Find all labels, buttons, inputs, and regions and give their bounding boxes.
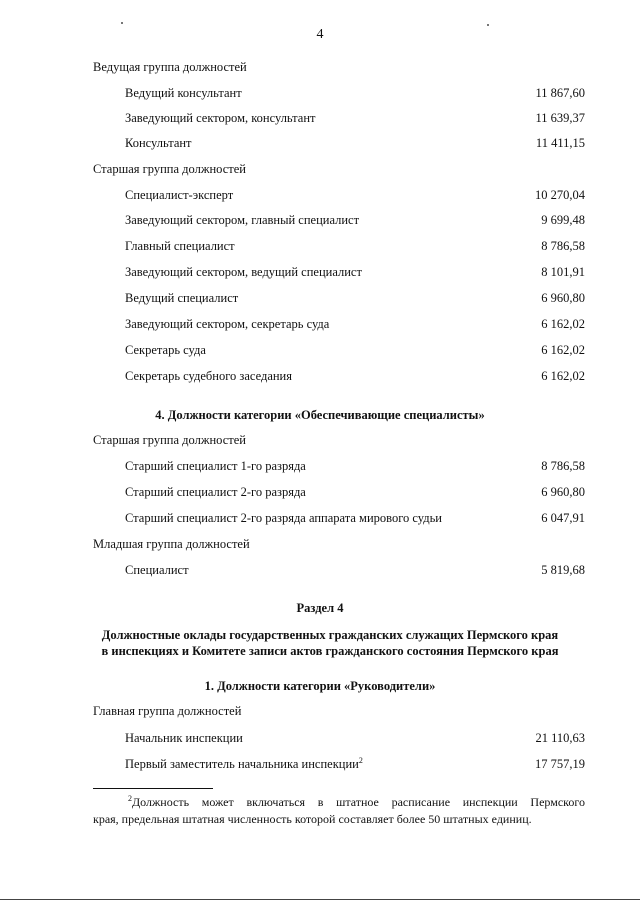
table-row <box>125 111 585 127</box>
group-title-junior: Младшая группа должностей <box>93 537 250 551</box>
salary-value: 6 162,02 <box>541 343 585 357</box>
position-label: Заведующий сектором, ведущий специалист <box>125 265 362 279</box>
table-row <box>125 213 585 229</box>
group-title-senior: Старшая группа должностей <box>93 162 246 176</box>
position-label: Специалист-эксперт <box>125 188 234 202</box>
scan-artifact-dot <box>121 22 123 24</box>
table-row <box>125 485 585 501</box>
position-label: Заведующий сектором, главный специалист <box>125 213 360 227</box>
table-row <box>125 317 585 333</box>
position-label: Заведующий сектором, консультант <box>125 111 316 125</box>
position-label: Начальник инспекции <box>125 731 243 745</box>
table-row <box>125 291 585 307</box>
section-heading: 1. Должности категории «Руководители» <box>204 679 436 693</box>
razdel-title <box>80 627 580 659</box>
position-label: Заведующий сектором, секретарь суда <box>125 317 330 331</box>
footnote-text-2: края, предельная штатная численность которой составляет более 50 штатных единиц. <box>93 812 532 826</box>
table-row <box>125 188 585 204</box>
group-title-main: Главная группа должностей <box>93 704 242 718</box>
footnote <box>93 794 585 828</box>
salary-value: 21 110,63 <box>535 731 585 745</box>
table-row <box>125 731 585 747</box>
page-number: 4 <box>316 27 324 42</box>
salary-value: 6 047,91 <box>541 511 585 525</box>
footnote-line-1 <box>93 794 585 811</box>
salary-value: 11 867,60 <box>535 86 585 100</box>
salary-value: 17 757,19 <box>535 757 585 771</box>
footnote-separator <box>93 788 213 789</box>
position-label: Консультант <box>125 136 192 150</box>
position-label: Ведущий специалист <box>125 291 239 305</box>
table-row <box>125 511 585 527</box>
razdel-heading: Раздел 4 <box>296 601 344 615</box>
salary-value: 11 411,15 <box>535 136 585 150</box>
table-row <box>125 369 585 385</box>
footnote-ref: 2 <box>358 755 363 765</box>
position-label: Секретарь судебного заседания <box>125 369 292 383</box>
salary-value: 8 786,58 <box>541 239 585 253</box>
salary-value: 8 101,91 <box>541 265 585 279</box>
scan-artifact-line <box>0 899 640 900</box>
salary-value: 6 960,80 <box>541 485 585 499</box>
position-label: Секретарь суда <box>125 343 206 357</box>
scan-artifact-dot <box>487 24 489 26</box>
table-row <box>125 265 585 281</box>
table-row <box>125 343 585 359</box>
salary-value: 9 699,48 <box>541 213 585 227</box>
salary-value: 6 960,80 <box>541 291 585 305</box>
salary-value: 11 639,37 <box>535 111 585 125</box>
position-label-text: Первый заместитель начальника инспекции <box>125 757 359 771</box>
position-label: Старший специалист 2-го разряда <box>125 485 306 499</box>
table-row <box>125 459 585 475</box>
group-title-leading: Ведущая группа должностей <box>93 60 247 74</box>
table-row <box>125 239 585 255</box>
salary-value: 8 786,58 <box>541 459 585 473</box>
position-label: Старший специалист 1-го разряда <box>125 459 306 473</box>
position-label <box>125 757 363 772</box>
razdel-title-line-2: в инспекциях и Комитете записи актов гражданского состояния Пермского края <box>101 644 559 658</box>
section-heading: 4. Должности категории «Обеспечивающие специалисты» <box>155 408 485 422</box>
table-row <box>125 86 585 102</box>
position-label: Главный специалист <box>125 239 235 253</box>
salary-value: 6 162,02 <box>541 317 585 331</box>
footnote-text-1: Должность может включаться в штатное расписание инспекции Пермского <box>132 795 585 809</box>
footnote-marker: 2 <box>128 794 132 803</box>
salary-value: 5 819,68 <box>541 563 585 577</box>
group-title-senior-2: Старшая группа должностей <box>93 433 246 447</box>
table-row <box>125 136 585 152</box>
salary-value: 10 270,04 <box>535 188 585 202</box>
razdel-title-line-1: Должностные оклады государственных гражданских служащих Пермского края <box>101 628 559 642</box>
position-label: Старший специалист 2-го разряда аппарата мирового судьи <box>125 511 442 525</box>
position-label: Специалист <box>125 563 189 577</box>
salary-value: 6 162,02 <box>541 369 585 383</box>
position-label: Ведущий консультант <box>125 86 242 100</box>
table-row <box>125 563 585 579</box>
table-row <box>125 757 585 773</box>
